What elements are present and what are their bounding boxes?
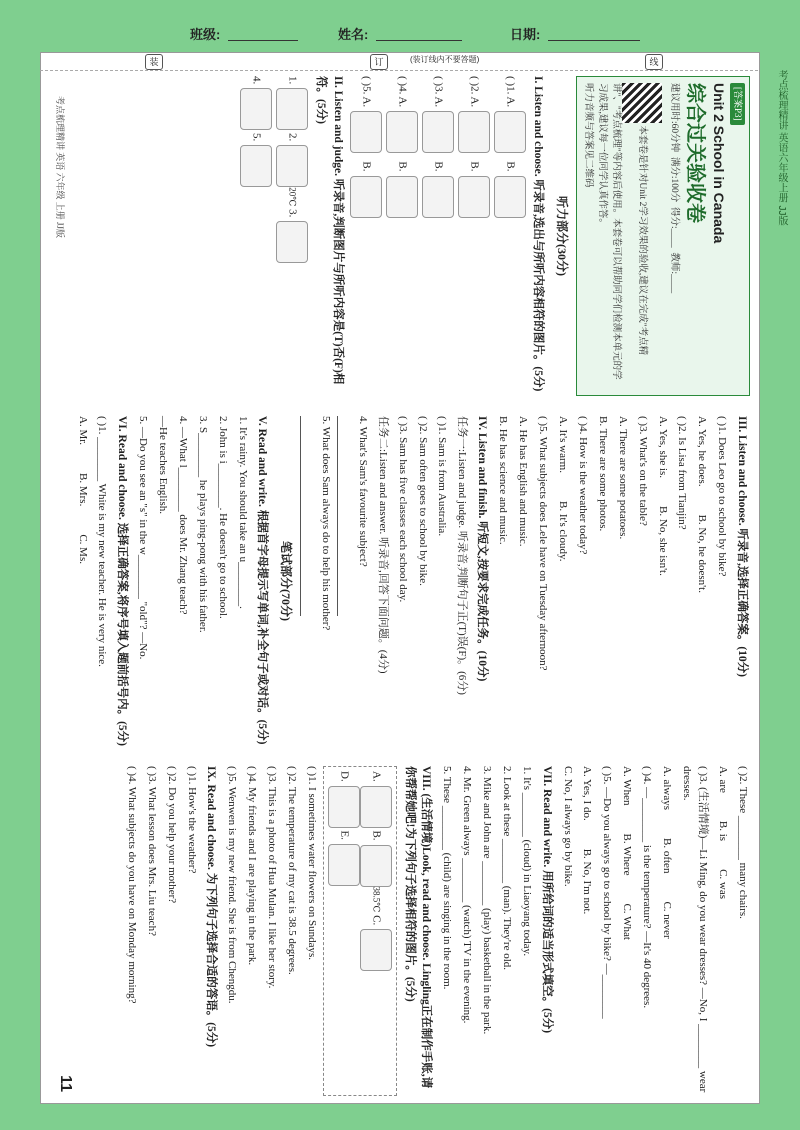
picture-box: A. B.38.5℃ C. D. E. [323, 766, 397, 1096]
side-label: 考点梳理精讲 英语六年级上册 JJ版 [776, 70, 787, 226]
s9-item: ( )4. What subjects do you have on Monday morning? [125, 766, 138, 1004]
section-1-title: I. Listen and choose. 听录音,选出与所听内容相符的图片。(5分) [532, 76, 545, 392]
duration: 建议用时:60分钟 [668, 83, 679, 153]
s7-item: 5. These ________ (child) are singing in the room. [441, 766, 454, 990]
task2-title: 任务二:Listen and answer. 听录音,回答下面问题。(4分) [376, 416, 389, 674]
answer-line[interactable] [337, 416, 350, 616]
s1-item: ( )3. A. B. [422, 76, 454, 396]
left-sidebar [0, 60, 36, 1130]
fold-mark-3: 线 [645, 54, 663, 70]
column-2 [70, 416, 750, 746]
name-label: 姓名: [338, 27, 369, 42]
s3-question: ( )5. What subjects does Lele have on Tuesday afternoon? [536, 416, 549, 671]
s5-item: 1. It's rainy. You should take an u________. [236, 416, 249, 609]
writing-heading: 笔试部分(70分) [278, 541, 293, 621]
section-8-title: VIII. (生活情境)Look, read and choose. Lingling正在制作手账,请你帮帮她吧!为下列句子选择相符的图片。(5分) [403, 766, 433, 1089]
s7-item: 1. It's ________ (cloud) in Liaoyang today. [520, 766, 533, 957]
s6-options: C. No, I always go by bike. [561, 766, 574, 887]
s2-items: 4. 5. [240, 76, 272, 396]
picture [350, 176, 382, 218]
s6-options: A. WhenB. WhereC. What [621, 766, 634, 940]
date-field[interactable] [548, 40, 640, 41]
picture [328, 786, 360, 828]
section-4-title: IV. Listen and finish. 听短文,按要求完成任务。(10分) [476, 416, 489, 682]
s3-options: B. There are some photos. [596, 416, 609, 532]
s6-options: A. areB. isC. was [717, 766, 730, 900]
s3-question: ( )4. How is the weather today? [576, 416, 589, 555]
section-6-title: VI. Read and choose. 选择正确答案,将序号填入题前括号内。(5分) [116, 416, 129, 746]
s6-question: ( )1. ________ White is my new teacher. He is very nice. [96, 416, 109, 667]
s3-question: ( )1. Does Leo go to school by bike? [716, 416, 729, 577]
picture [494, 111, 526, 153]
task1-title: 任务一:Listen and judge. 听录音,判断句子正(T)误(F)。(6分) [456, 416, 469, 695]
s5-item: 2. John is i________. He doesn't go to school. [216, 416, 229, 619]
review-label: 教师: [668, 252, 679, 275]
rotated-content [50, 66, 750, 1106]
s7-item: 2. Look at these ________ (man). They're old. [501, 766, 514, 971]
s9-item: ( )2. Do you help your mother? [165, 766, 178, 904]
picture [494, 176, 526, 218]
s3-options: A. There are some potatoes. [616, 416, 629, 540]
s5-item: 3. S________ he plays ping-pong with his father. [196, 416, 209, 633]
unit-title: Unit 2 School in Canada [711, 83, 728, 244]
picture [422, 176, 454, 218]
intro-text: 本套卷是针对Unit 2学习效果的验收,建议在完成"考点精讲"、"考点梳理"等内容后使用。本套卷可以帮助同学们检测本单元的学习成果,建议每一位同学认真作答。 [597, 83, 647, 380]
s3-options: A. It's warm.B. It's cloudy. [556, 416, 569, 562]
task1-item: ( )3. Sam has five classes each school day. [396, 416, 409, 603]
class-label: 班级: [190, 27, 221, 42]
s3-options: A. He has English and music. [516, 416, 529, 547]
s3-question: ( )2. Is Lisa from Tianjin? [676, 416, 689, 530]
s3-options: A. Yes, she is.B. No, she isn't. [656, 416, 669, 576]
picture [386, 176, 418, 218]
s3-options: A. Yes, he does.B. No, he doesn't. [696, 416, 709, 593]
fold-mark-2: 订 [370, 54, 388, 70]
s7-item: 4. Mr. Green always ________ (watch) TV in the evening. [461, 766, 474, 1024]
thermometer-picture [360, 845, 392, 887]
s5-item: —He teaches English. [157, 416, 170, 515]
picture [422, 111, 454, 153]
s6-question: ( )2. These ________ many chairs. [737, 766, 749, 919]
page-number: 11 [57, 1075, 74, 1092]
s6-question: ( )4. —________ is the temperature? —It's 40 degrees. [641, 766, 654, 1009]
qr-note: 听力音频与答案见二维码 [583, 83, 594, 188]
s8-item: ( )5. Wenwen is my new friend. She is from Chengdu. [226, 766, 239, 1004]
s1-item: ( )2. A. B. [458, 76, 490, 396]
s2-items: 1. 2.20℃ 3. [276, 76, 308, 396]
s5-item: 5. —Do you see an "s" in the w________ "old"? —No. [137, 416, 150, 660]
listening-heading: 听力部分(30分) [554, 196, 569, 276]
picture [328, 844, 360, 886]
full-score: 满分:100分 [668, 156, 679, 203]
answer-tag: [答案P3] [730, 83, 745, 125]
s6-question: ( )5. —Do you always go to school by bike? —________ [601, 766, 614, 1019]
s1-item: ( )5. A. B. [350, 76, 382, 396]
s1-item: ( )1. A. B. [494, 76, 526, 396]
picture [240, 145, 272, 187]
task2-item: 5. What does Sam always do to help his mother? [319, 416, 332, 631]
s7-item: 3. Mike and John are ________ (play) basketball in the park. [481, 766, 494, 1035]
task1-item: ( )2. Sam often goes to school by bike. [416, 416, 429, 586]
task2-item: 4. What's Sam's favourite subject? [356, 416, 369, 567]
picture [458, 111, 490, 153]
section-9-title: IX. Read and choose. 为下列句子选择合适的答语。(5分) [205, 766, 218, 1048]
picture [386, 111, 418, 153]
right-sidebar [764, 60, 800, 1130]
answer-line[interactable] [300, 416, 313, 616]
task1-item: ( )1. Sam is from Australia. [436, 416, 449, 537]
s5-item: 4. —What l________ does Mr. Zhang teach? [176, 416, 189, 615]
picture [276, 88, 308, 130]
picture [276, 221, 308, 263]
section-2-title: II. Listen and judge. 听录音,判断图片与所听内容是(T)否(F)相符。(5分) [314, 76, 344, 385]
fold-mark-1: 装 [145, 54, 163, 70]
s1-item: ( )4. A. B. [386, 76, 418, 396]
fold-note: (装订线内不要答题) [410, 55, 480, 64]
s3-question: ( )3. What's on the table? [636, 416, 649, 526]
s8-item: ( )3. This is a photo of Hua Mulan. I like her story. [266, 766, 279, 989]
picture [360, 786, 392, 828]
s6-options: A. Yes, I do.B. No, I'm not. [581, 766, 594, 915]
s6-options: A. alwaysB. oftenC. never [661, 766, 674, 939]
date-label: 日期: [510, 27, 541, 42]
picture [360, 929, 392, 971]
main-title: 综合过关验收卷 [683, 83, 706, 223]
s9-item: ( )1. How's the weather? [185, 766, 198, 874]
s8-item: ( )1. I sometimes water flowers on Sundays. [305, 766, 318, 960]
section-7-title: VII. Read and write. 用所给词的适当形式填空。(5分) [540, 766, 553, 1034]
s9-item: ( )3. What lesson does Mrs. Liu teach? [145, 766, 158, 936]
picture [350, 111, 382, 153]
picture [458, 176, 490, 218]
column-3 [119, 766, 750, 1096]
footer-text: 考点梳理精讲 英语 六年级 上册 JJ版 [55, 96, 65, 239]
section-3-title: III. Listen and choose. 听录音,选择正确答案。(10分) [736, 416, 748, 678]
title-box: [答案P3] Unit 2 School in Canada 综合过关验收卷 建议用时:60分钟 满分:100分 得分:____ 教师:____ 本套卷是针对Unit 2学习效果的验收,建议在完成"考点精讲"、"考点梳理"等内容后使用。本套卷可以帮助同学们检测本单元的学习成果,建议每一位同学认真作答。 听力音频与答案见二维码 [576, 76, 750, 396]
column-1 [236, 76, 750, 396]
qr-code[interactable] [622, 83, 662, 123]
name-field[interactable] [376, 40, 462, 41]
s8-item: ( )4. My friends and I are playing in the park. [246, 766, 259, 966]
s8-item: ( )2. The temperature of my cat is 38.5 degrees. [285, 766, 298, 975]
picture [240, 88, 272, 130]
s6-options: A. Mr.B. Mrs.C. Ms. [76, 416, 89, 564]
score-label: 得分: [668, 207, 679, 229]
s3-options: B. He has science and music. [497, 416, 510, 545]
s6-question: ( )3. (生活情境)—Li Ming, do you wear dresses? —No, I ________ wear dresses. [681, 766, 710, 1093]
section-5-title: V. Read and write. 根据首字母提示写单词,补全句子或对话。(5分) [256, 416, 269, 745]
class-field[interactable] [228, 40, 298, 41]
thermometer-picture [276, 145, 308, 187]
